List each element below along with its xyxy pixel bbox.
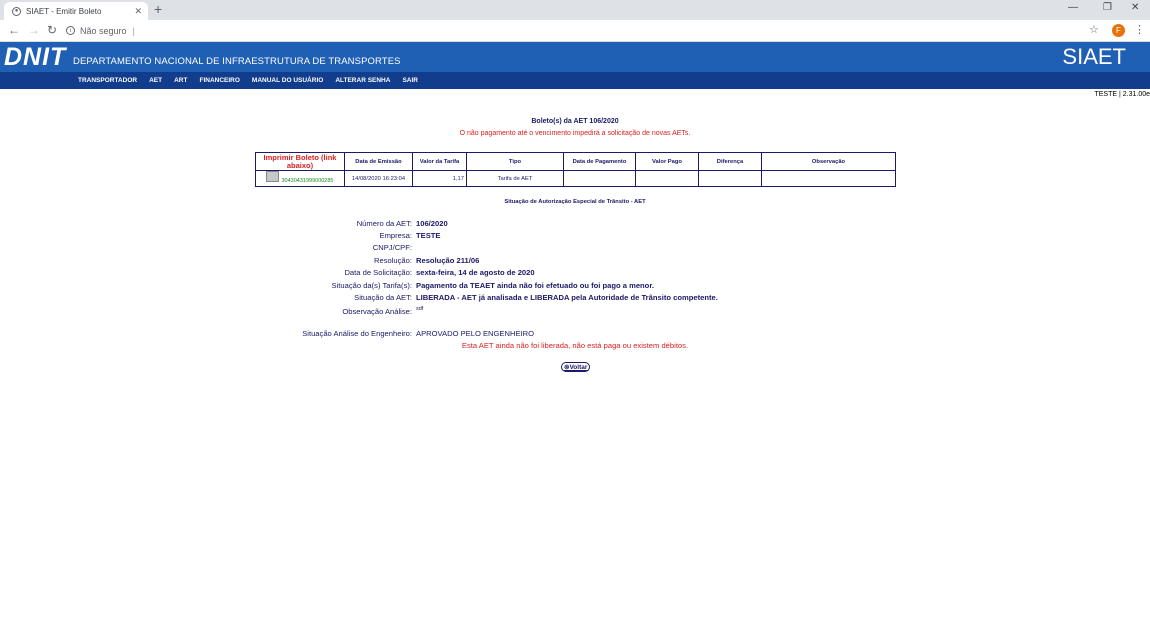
bookmark-star-icon[interactable]: ☆ [1089, 24, 1099, 36]
tab-title: SIAET - Emitir Boleto [26, 6, 102, 16]
back-arrow-icon: ⊚ [564, 364, 570, 371]
info-row-observacao: Observação Análise: sdf [342, 306, 424, 316]
address-bar [0, 20, 1150, 42]
col-observacao: Observação [762, 153, 896, 171]
new-tab-icon[interactable]: + [154, 1, 163, 17]
info-icon[interactable]: i [66, 26, 75, 35]
info-row-numero: Número da AET: 106/2020 [356, 219, 448, 228]
browser-tab-strip [0, 0, 1150, 20]
table-header-row [256, 153, 896, 171]
info-row-empresa: Empresa: TESTE [379, 231, 441, 240]
minimize-icon[interactable]: — [1068, 2, 1078, 13]
cell-diferenca [699, 171, 762, 187]
liberacao-alert: Esta AET ainda não foi liberada, não está paga ou existem débitos. [461, 341, 689, 350]
cell-data-pagamento [564, 171, 636, 187]
dnit-logo: DNIT [4, 43, 67, 71]
close-tab-icon[interactable]: ✕ [134, 5, 142, 16]
url-separator: | [132, 25, 135, 36]
menu-item-financeiro[interactable]: FINANCEIRO [199, 77, 240, 84]
back-icon[interactable]: ← [8, 23, 20, 37]
current-user: TESTE [1094, 91, 1118, 98]
cell-imprimir [256, 171, 345, 187]
voltar-button[interactable]: ⊚Voltar [561, 362, 590, 372]
browser-menu-icon[interactable]: ⋮ [1134, 24, 1145, 36]
menu-item-art[interactable]: ART [174, 77, 188, 84]
col-tipo: Tipo [467, 153, 564, 171]
payment-warning: O não pagamento até o vencimento impedirá a solicitação de novas AETs. [459, 130, 691, 137]
browser-tab[interactable] [4, 2, 148, 20]
app-name: SIAET [1062, 44, 1126, 69]
info-row-cnpj: CNPJ/CPF: [372, 243, 412, 252]
main-menu [0, 72, 1150, 89]
page-title: Boleto(s) da AET 106/2020 [531, 118, 619, 125]
reload-icon[interactable]: ↻ [47, 23, 58, 37]
cell-data-emissao: 14/08/2020 16:23:04 [345, 171, 413, 187]
department-name: DEPARTAMENTO NACIONAL DE INFRAESTRUTURA DE TRANSPORTES [73, 56, 401, 67]
profile-avatar[interactable]: F [1112, 24, 1125, 37]
boletos-table [255, 152, 896, 187]
cell-valor-pago [636, 171, 699, 187]
url-field[interactable] [66, 23, 1076, 38]
col-valor-tarifa: Valor da Tarifa [413, 153, 467, 171]
info-row-engenheiro: Situação Análise do Engenheiro: APROVADO PELO ENGENHEIRO [302, 329, 535, 338]
menu-item-aet[interactable]: AET [149, 77, 163, 84]
col-data-pagamento: Data de Pagamento [564, 153, 636, 171]
menu-item-alterar-senha[interactable]: ALTERAR SENHA [335, 77, 391, 84]
col-diferenca: Diferença [699, 153, 762, 171]
app-version: | 2.31.00e [1118, 91, 1150, 98]
menu-item-sair[interactable]: SAIR [402, 77, 418, 84]
col-valor-pago: Valor Pago [636, 153, 699, 171]
col-data-emissao: Data de Emissão [345, 153, 413, 171]
col-imprimir: Imprimir Boleto (link abaixo) [256, 153, 345, 171]
forward-icon[interactable]: → [28, 23, 40, 37]
security-indicator: Não seguro [80, 25, 127, 36]
site-header [0, 42, 1150, 72]
situacao-title: Situação de Autorização Especial de Trânsito - AET [504, 199, 646, 205]
user-bar [1094, 91, 1150, 98]
table-row [256, 171, 896, 187]
cell-observacao [762, 171, 896, 187]
boleto-link[interactable]: 30430431999000285 [281, 178, 334, 184]
info-row-data: Data de Solicitação: sexta-feira, 14 de agosto de 2020 [344, 268, 535, 277]
cell-valor-tarifa: 1,17 [413, 171, 467, 187]
info-row-resolucao: Resolução: Resolução 211/06 [374, 256, 480, 265]
info-row-situacao-tarifa: Situação da(s) Tarifa(s): Pagamento da TEAET ainda não foi efetuado ou foi pago a menor. [331, 281, 654, 290]
globe-icon: ● [12, 7, 21, 16]
printer-icon[interactable] [266, 171, 279, 182]
close-window-icon[interactable]: ✕ [1131, 2, 1140, 13]
menu-item-transportador[interactable]: TRANSPORTADOR [78, 77, 138, 84]
restore-icon[interactable]: ❐ [1103, 2, 1112, 13]
cell-tipo: Tarifa de AET [467, 171, 564, 187]
info-row-situacao-aet: Situação da AET: LIBERADA - AET já analisada e LIBERADA pela Autoridade de Trânsito competente. [354, 293, 718, 302]
menu-item-manual[interactable]: MANUAL DO USUÁRIO [251, 77, 324, 84]
